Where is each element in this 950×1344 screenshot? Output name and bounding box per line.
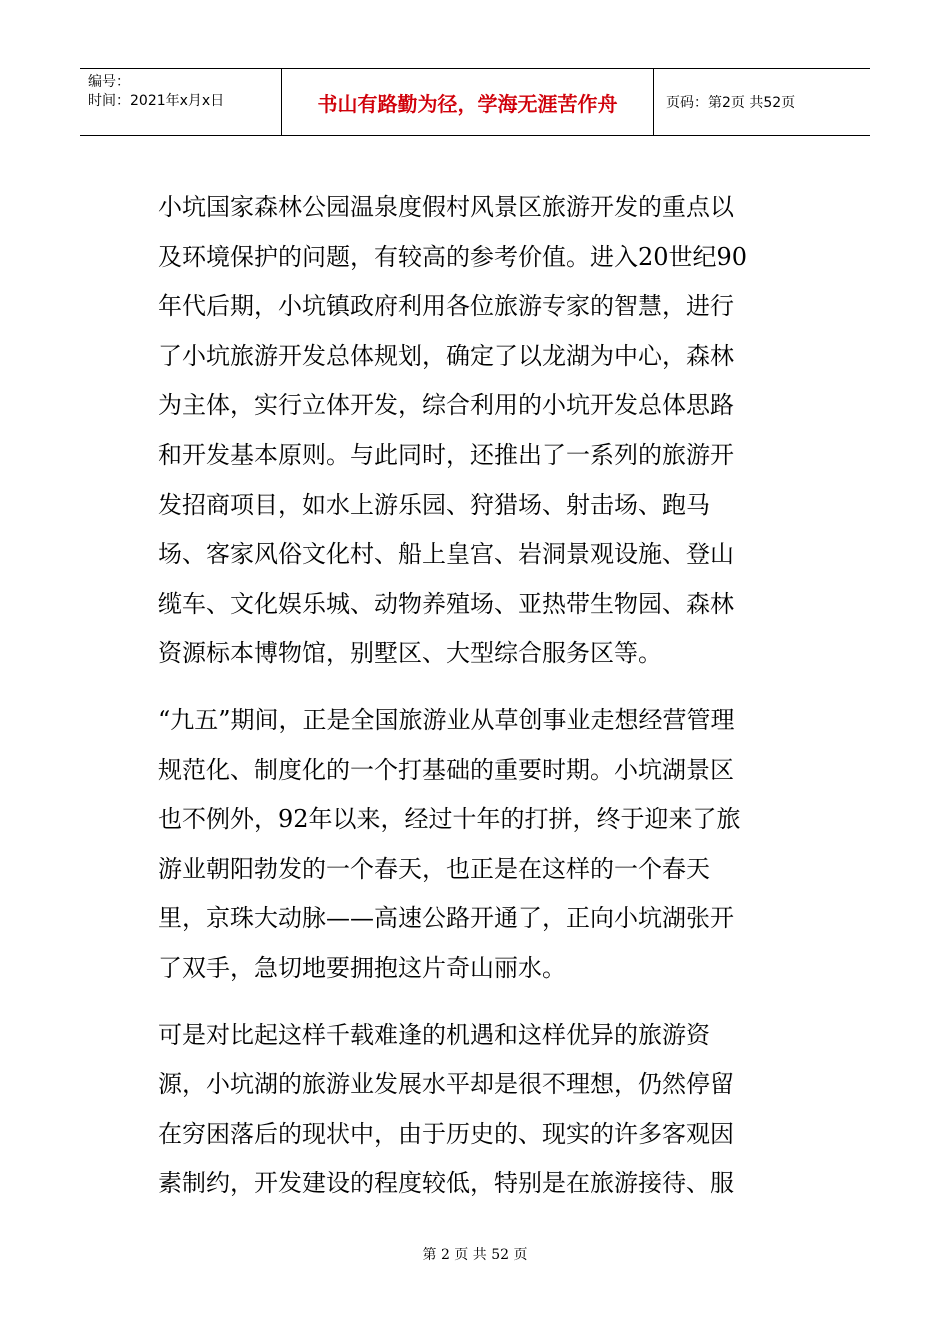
body-paragraph	[158, 696, 798, 994]
paragraph-line: 小坑国家森林公园温泉度假村风景区旅游开发的重点以	[158, 193, 734, 221]
body-paragraph	[158, 1011, 798, 1209]
paragraph-line: 为主体，实行立体开发，综合利用的小坑开发总体思路	[158, 391, 734, 420]
paragraph-line: 里，京珠大动脉——高速公路开通了，正向小坑湖张开	[158, 904, 734, 933]
paragraph-line: 了小坑旅游开发总体规划，确定了以龙湖为中心，森林	[158, 341, 734, 370]
header-page-info: 页码：第2页 共52页	[666, 95, 796, 111]
paragraph-line: 规范化、制度化的一个打基础的重要时期。小坑湖景区	[158, 755, 734, 784]
document-body	[158, 183, 798, 1226]
body-paragraph	[158, 183, 798, 679]
paragraph-line: 缆车、文化娱乐城、动物养殖场、亚热带生物园、森林	[158, 589, 734, 618]
paragraph-line: 了双手，急切地要拥抱这片奇山丽水。	[158, 953, 566, 982]
page-header	[80, 68, 870, 136]
paragraph-line: 可是对比起这样千载难逢的机遇和这样优异的旅游资	[158, 1020, 710, 1049]
header-meta	[80, 69, 282, 135]
paragraph-line: “九五”期间，正是全国旅游业从草创事业走想经营管理	[158, 705, 735, 734]
paragraph-line: 也不例外，92年以来，经过十年的打拼，终于迎来了旅	[158, 805, 741, 834]
header-motto: 书山有路勤为径，学海无涯苦作舟	[282, 69, 654, 135]
paragraph-line: 游业朝阳勃发的一个春天，也正是在这样的一个春天	[158, 854, 710, 883]
paragraph-line: 资源标本博物馆，别墅区、大型综合服务区等。	[158, 639, 662, 668]
page-footer: 第 2 页 共 52 页	[422, 1247, 528, 1263]
paragraph-line: 素制约，开发建设的程度较低，特别是在旅游接待、服	[158, 1169, 734, 1198]
document-number-label: 编号：	[88, 74, 130, 90]
paragraph-line: 发招商项目，如水上游乐园、狩猎场、射击场、跑马	[158, 490, 710, 519]
paragraph-line: 在穷困落后的现状中，由于历史的、现实的许多客观因	[158, 1119, 734, 1148]
paragraph-line: 和开发基本原则。与此同时，还推出了一系列的旅游开	[158, 440, 734, 469]
paragraph-line: 年代后期，小坑镇政府利用各位旅游专家的智慧，进行	[158, 292, 734, 321]
paragraph-line: 场、客家风俗文化村、船上皇宫、岩洞景观设施、登山	[158, 540, 734, 569]
document-time-label: 时间：2021年x月x日	[88, 93, 225, 109]
paragraph-line: 及环境保护的问题，有较高的参考价值。进入20世纪90	[158, 242, 748, 271]
paragraph-line: 源，小坑湖的旅游业发展水平却是很不理想，仍然停留	[158, 1070, 734, 1099]
